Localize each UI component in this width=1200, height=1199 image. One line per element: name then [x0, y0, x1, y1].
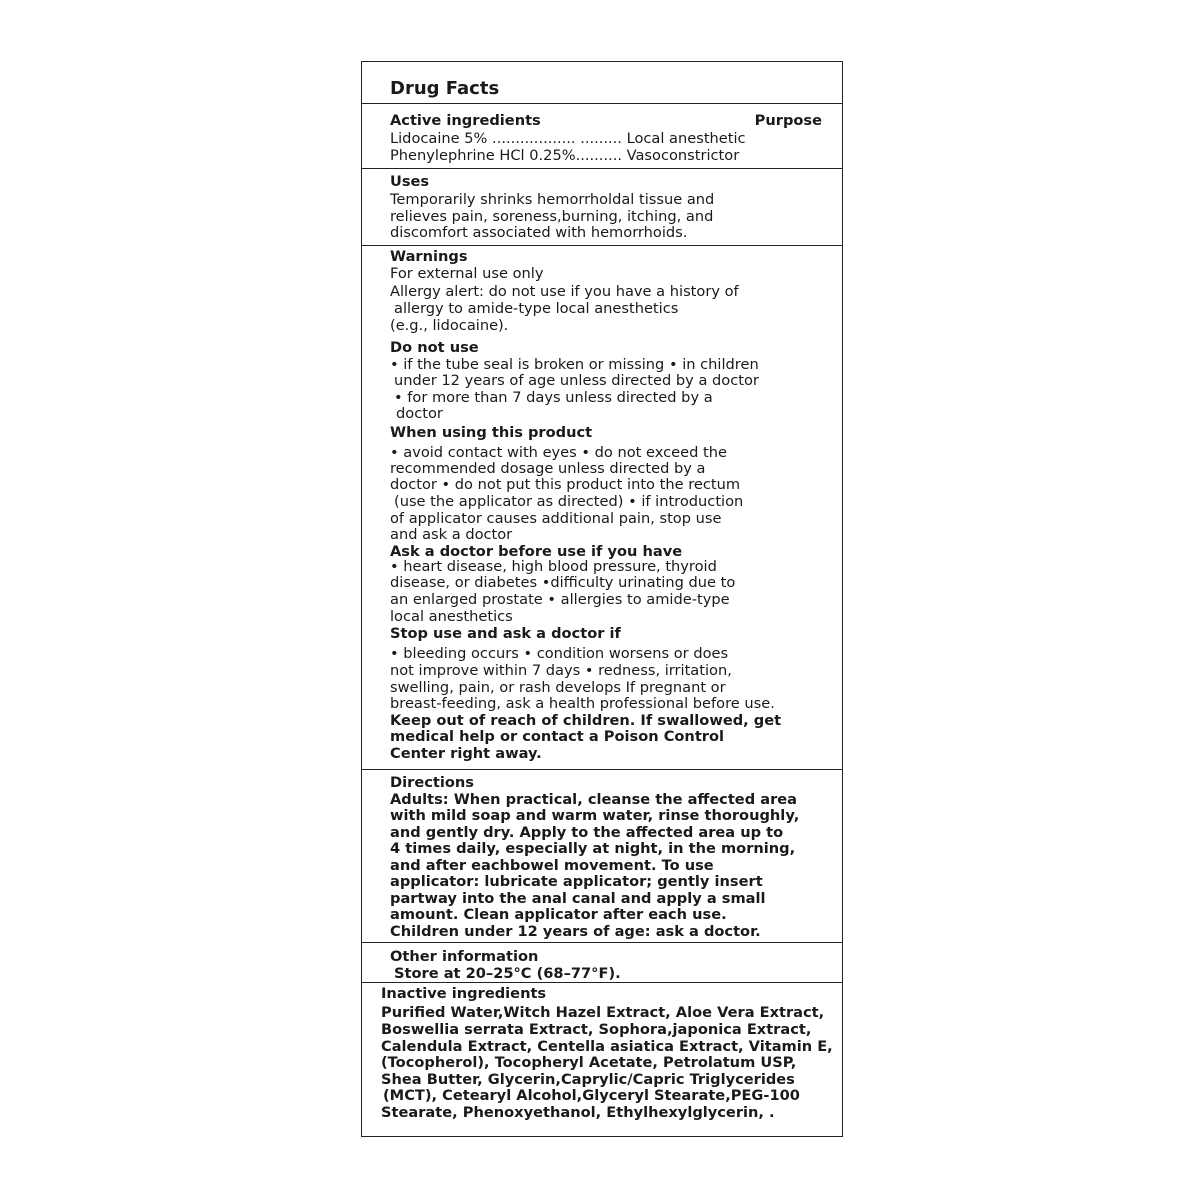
purpose-heading: Purpose [754, 112, 822, 129]
inactive-ingredients-heading: Inactive ingredients [381, 985, 547, 1002]
ask-doctor-line: • heart disease, high blood pressure, thyroid [390, 558, 717, 575]
other-information-heading: Other information [390, 948, 539, 965]
stop-use-line: not improve within 7 days • redness, irritation, [390, 662, 732, 679]
inactive-ingredients-line: Stearate, Phenoxyethanol, Ethylhexylglycerin, . [381, 1104, 775, 1121]
ask-doctor-line: disease, or diabetes •difficulty urinating due to [390, 574, 736, 591]
directions-heading: Directions [390, 774, 474, 791]
when-using-heading: When using this product [390, 424, 593, 441]
stop-use-line: breast-feeding, ask a health professional before use. [390, 695, 775, 712]
inactive-ingredients-line: Shea Butter, Glycerin,Caprylic/Capric Triglycerides [381, 1071, 795, 1088]
keep-out-line: Keep out of reach of children. If swallowed, get [390, 712, 782, 729]
directions-line: applicator: lubricate applicator; gently insert [390, 873, 763, 890]
do-not-use-line: • if the tube seal is broken or missing • in children [390, 356, 759, 373]
when-using-line: doctor • do not put this product into the rectum [390, 476, 741, 493]
uses-line: discomfort associated with hemorrhoids. [390, 224, 688, 241]
stop-use-line: swelling, pain, or rash develops If pregnant or [390, 679, 726, 696]
external-use-text: For external use only [390, 265, 544, 282]
directions-line: and after eachbowel movement. To use [390, 857, 714, 874]
do-not-use-line: doctor [396, 405, 443, 422]
directions-line: Adults: When practical, cleanse the affected area [390, 791, 798, 808]
directions-line: 4 times daily, especially at night, in the morning, [390, 840, 796, 857]
allergy-alert-line: (e.g., lidocaine). [390, 317, 509, 334]
directions-line: Children under 12 years of age: ask a doctor. [390, 923, 761, 940]
ask-doctor-line: an enlarged prostate • allergies to amide-type [390, 591, 730, 608]
ask-doctor-line: local anesthetics [390, 608, 513, 625]
uses-line: relieves pain, soreness,burning, itching, and [390, 208, 714, 225]
when-using-line: of applicator causes additional pain, stop use [390, 510, 722, 527]
directions-line: partway into the anal canal and apply a small [390, 890, 766, 907]
keep-out-line: medical help or contact a Poison Control [390, 728, 725, 745]
stop-use-heading: Stop use and ask a doctor if [390, 625, 621, 642]
allergy-alert-line: Allergy alert: do not use if you have a history of [390, 283, 739, 300]
uses-line: Temporarily shrinks hemorrholdal tissue and [390, 191, 715, 208]
when-using-line: recommended dosage unless directed by a [390, 460, 706, 477]
inactive-ingredients-line: Boswellia serrata Extract, Sophora,japonica Extract, [381, 1021, 812, 1038]
divider [362, 982, 842, 983]
directions-line: amount. Clean applicator after each use. [390, 906, 727, 923]
warnings-heading: Warnings [390, 248, 468, 265]
directions-line: and gently dry. Apply to the affected area up to [390, 824, 784, 841]
title-divider [362, 103, 842, 104]
page-title: Drug Facts [390, 78, 500, 99]
when-using-line: and ask a doctor [390, 526, 513, 543]
stop-use-line: • bleeding occurs • condition worsens or does [390, 645, 729, 662]
divider [362, 942, 842, 943]
divider [362, 168, 842, 169]
active-ingredients-heading: Active ingredients [390, 112, 541, 129]
ask-doctor-heading: Ask a doctor before use if you have [390, 543, 683, 560]
active-row-phenylephrine: Phenylephrine HCl 0.25%.......... Vasoconstrictor [390, 147, 740, 164]
allergy-alert-line: allergy to amide-type local anesthetics [394, 300, 679, 317]
uses-heading: Uses [390, 173, 430, 190]
do-not-use-line: under 12 years of age unless directed by a doctor [394, 372, 759, 389]
directions-line: with mild soap and warm water, rinse thoroughly, [390, 807, 800, 824]
inactive-ingredients-line: Calendula Extract, Centella asiatica Extract, Vitamin E, [381, 1038, 833, 1055]
inactive-ingredients-line: (MCT), Cetearyl Alcohol,Glyceryl Stearate,PEG-100 [383, 1087, 800, 1104]
inactive-ingredients-line: (Tocopherol), Tocopheryl Acetate, Petrolatum USP, [381, 1054, 797, 1071]
when-using-line: (use the applicator as directed) • if introduction [394, 493, 744, 510]
when-using-line: • avoid contact with eyes • do not exceed the [390, 444, 727, 461]
drug-facts-panel [361, 61, 843, 1137]
do-not-use-heading: Do not use [390, 339, 479, 356]
keep-out-line: Center right away. [390, 745, 542, 762]
inactive-ingredients-line: Purified Water,Witch Hazel Extract, Aloe Vera Extract, [381, 1004, 825, 1021]
storage-text: Store at 20–25°C (68–77°F). [394, 965, 621, 982]
divider [362, 245, 842, 246]
active-row-lidocaine: Lidocaine 5% .................. ......... Local anesthetic [390, 130, 746, 147]
divider [362, 769, 842, 770]
do-not-use-line: • for more than 7 days unless directed by a [394, 389, 713, 406]
